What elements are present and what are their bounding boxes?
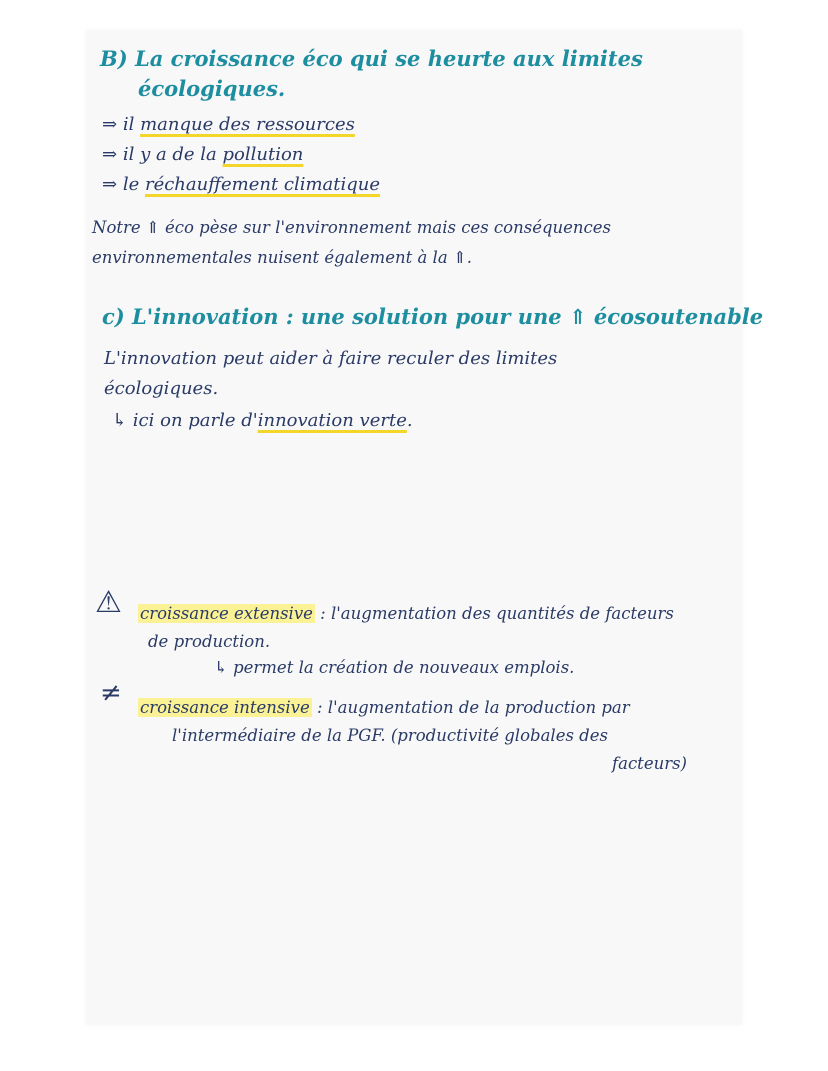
intensive-definition-line3: facteurs) <box>612 754 687 773</box>
section-c-body-line1: L'innovation peut aider à faire reculer des limites <box>104 348 558 369</box>
intensive-term: croissance intensive <box>140 698 310 717</box>
section-c-arrow-line <box>112 412 413 430</box>
bullet-item <box>102 176 380 194</box>
section-b-title-line2: écologiques. <box>138 76 286 101</box>
bullet-keyword: réchauffement climatique <box>144 174 381 195</box>
bullet-prefix: il y a de la <box>122 144 223 165</box>
note-line1: Notre ⇑ éco pèse sur l'environnement mais ces conséquences <box>92 218 612 237</box>
arrow-suffix: . <box>406 410 413 431</box>
note-line2: environnementales nuisent également à la ⇑. <box>92 248 472 267</box>
intensive-definition-line2: l'intermédiaire de la PGF. (productivité globales des <box>172 726 608 745</box>
bullet-keyword: manque des ressources <box>140 114 355 135</box>
warning-icon: ⚠ <box>95 585 122 620</box>
bullet-item <box>102 146 303 164</box>
bullet-item <box>102 116 355 134</box>
section-c-title: c) L'innovation : une solution pour une ⇑ écosoutenable <box>102 304 764 329</box>
bullet-prefix: il <box>122 114 141 135</box>
arrow-icon: ⇒ <box>102 174 118 195</box>
section-c-body-line2: écologiques. <box>104 378 219 399</box>
intensive-def-text: : l'augmentation de la production par <box>317 698 630 717</box>
arrow-icon: ⇒ <box>102 144 118 165</box>
section-b-title-line1: B) La croissance éco qui se heurte aux limites <box>100 46 643 71</box>
extensive-consequence: ↳ permet la création de nouveaux emplois. <box>214 658 575 677</box>
arrow-icon: ⇒ <box>102 114 118 135</box>
arrow-prefix: ↳ ici on parle d' <box>112 410 258 431</box>
extensive-definition-line1 <box>138 606 674 623</box>
extensive-term: croissance extensive <box>140 604 313 623</box>
extensive-definition-line2: de production. <box>148 632 271 651</box>
innovation-verte-keyword: innovation verte <box>257 410 407 431</box>
intensive-definition-line1 <box>138 700 630 717</box>
bullet-prefix: le <box>122 174 145 195</box>
bullet-keyword: pollution <box>222 144 304 165</box>
extensive-def-text: : l'augmentation des quantités de facteurs <box>320 604 674 623</box>
not-equal-icon: ≠ <box>100 678 122 708</box>
